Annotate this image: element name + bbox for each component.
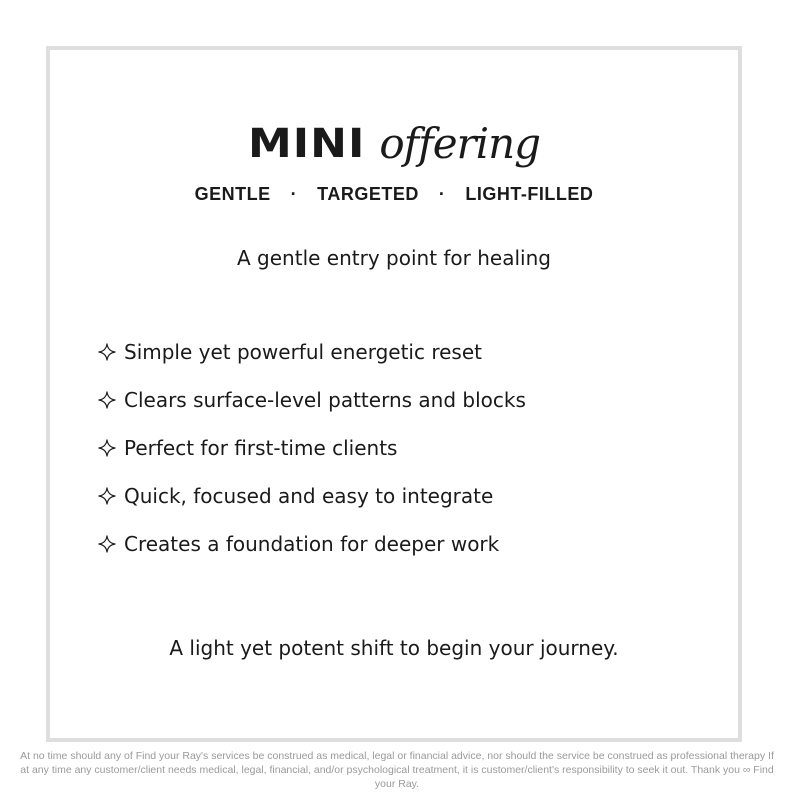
disclaimer: At no time should any of Find your Ray's services be construed as medical, legal or financial advice, nor should the service be construed as professional therapy If at any time any customer/client needs medical, legal, financial, and/or psychological treatment, it is customer/client's responsibility to seek it out. Thank you ∞ Find your Ray. xyxy=(20,750,774,790)
sparkle-icon xyxy=(98,439,116,457)
feature-item xyxy=(98,328,526,376)
feature-item xyxy=(98,472,526,520)
feature-item xyxy=(98,376,526,424)
closing-statement: A light yet potent shift to begin your journey. xyxy=(169,636,619,660)
feature-item xyxy=(98,520,526,568)
feature-text: Simple yet powerful energetic reset xyxy=(124,340,482,364)
tagline-item-gentle: GENTLE xyxy=(194,184,271,204)
subtitle: A gentle entry point for healing xyxy=(237,246,551,270)
feature-text: Creates a foundation for deeper work xyxy=(124,532,500,556)
feature-text: Perfect for first-time clients xyxy=(124,436,398,460)
sparkle-icon xyxy=(98,391,116,409)
title-bold-word: MINI xyxy=(247,120,366,167)
feature-text: Clears surface-level patterns and blocks xyxy=(124,388,526,412)
sparkle-icon xyxy=(98,487,116,505)
tagline-item-light-filled: LIGHT-FILLED xyxy=(465,184,594,204)
feature-item xyxy=(98,424,526,472)
feature-text: Quick, focused and easy to integrate xyxy=(124,484,494,508)
tagline-separator: · xyxy=(290,184,298,204)
sparkle-icon xyxy=(98,343,116,361)
tagline-item-targeted: TARGETED xyxy=(317,184,419,204)
sparkle-icon xyxy=(98,535,116,553)
title-script-word: offering xyxy=(379,119,541,168)
feature-list xyxy=(98,328,526,568)
tagline-separator: · xyxy=(438,184,446,204)
tagline xyxy=(50,184,738,205)
offering-card xyxy=(46,46,742,742)
page-title xyxy=(50,119,738,168)
